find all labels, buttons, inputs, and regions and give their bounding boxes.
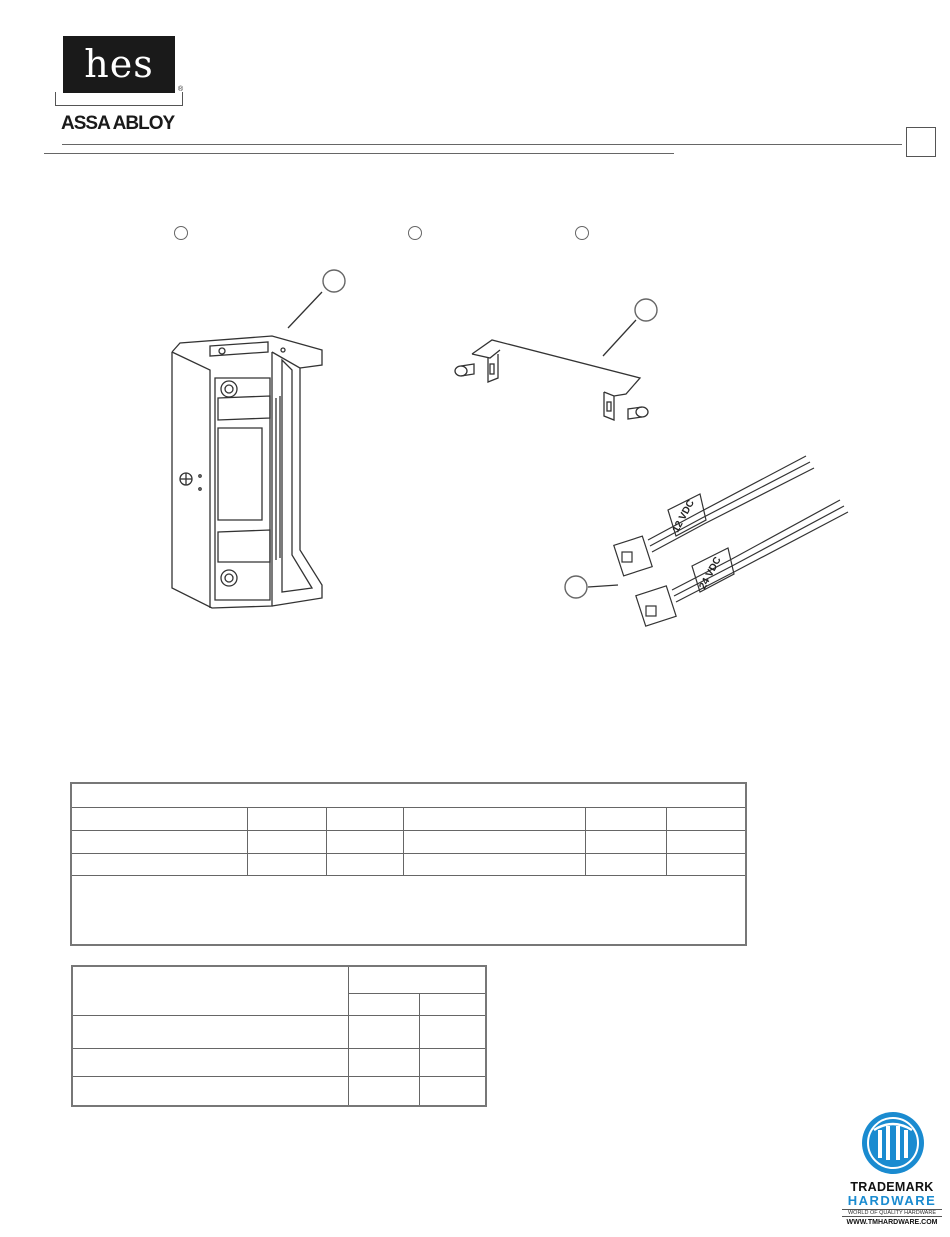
table-row [71, 853, 746, 875]
table-cell [327, 807, 404, 830]
assa-abloy-logo: ASSA ABLOY [61, 113, 175, 134]
table-cell [71, 807, 248, 830]
table-row [72, 1048, 486, 1076]
table-cell [420, 1048, 487, 1076]
table-row [71, 807, 746, 830]
table-cell [420, 1015, 487, 1048]
table-cell [327, 830, 404, 853]
table-row [71, 783, 746, 807]
table-cell [248, 830, 327, 853]
callout-circle-1 [323, 270, 345, 292]
registered-mark: ® [178, 86, 184, 93]
table-cell [404, 807, 586, 830]
table-cell [248, 807, 327, 830]
table-cell [420, 1076, 487, 1106]
table-cell [667, 830, 747, 853]
table-row [72, 1076, 486, 1106]
wire-label-12vdc: 12 VDC [670, 498, 697, 535]
table-cell [71, 875, 746, 945]
table-row [72, 1015, 486, 1048]
table-row [72, 966, 486, 993]
table-cell [71, 853, 248, 875]
wire-label-24vdc: 24 VDC [697, 555, 724, 592]
table-cell [72, 966, 349, 1015]
table-cell [72, 1015, 349, 1048]
table-cell [349, 993, 420, 1015]
table-cell [72, 1076, 349, 1106]
table-cell [248, 853, 327, 875]
table-cell [667, 807, 747, 830]
watermark-name-line2: HARDWARE [847, 1193, 937, 1208]
table-cell [349, 1048, 420, 1076]
callout-circle-2 [635, 299, 657, 321]
table-cell [404, 853, 586, 875]
table-cell [327, 853, 404, 875]
table-cell [667, 853, 747, 875]
table-cell [586, 830, 667, 853]
table-cell [72, 1048, 349, 1076]
table-cell [420, 993, 487, 1015]
watermark-name-line1: TRADEMARK [850, 1180, 934, 1194]
wire-harness-drawing [565, 456, 848, 626]
watermark-tagline: WORLD OF QUALITY HARDWARE [842, 1209, 942, 1217]
table-cell [586, 807, 667, 830]
trademark-hardware-emblem-icon [860, 1110, 926, 1176]
hes-logo-text: hes [84, 42, 154, 86]
watermark-url[interactable]: WWW.TMHARDWARE.COM [846, 1219, 938, 1226]
spec-table [70, 782, 747, 946]
electrical-table [71, 965, 487, 1107]
table-cell [349, 1015, 420, 1048]
table-row [71, 875, 746, 945]
table-cell [71, 830, 248, 853]
strike-body-drawing [172, 270, 345, 608]
table-cell [586, 853, 667, 875]
table-cell [71, 783, 746, 807]
table-row [71, 830, 746, 853]
table-cell [349, 966, 487, 993]
bracket-drawing [455, 299, 657, 420]
table-cell [404, 830, 586, 853]
table-cell [349, 1076, 420, 1106]
callout-circle-3 [565, 576, 587, 598]
